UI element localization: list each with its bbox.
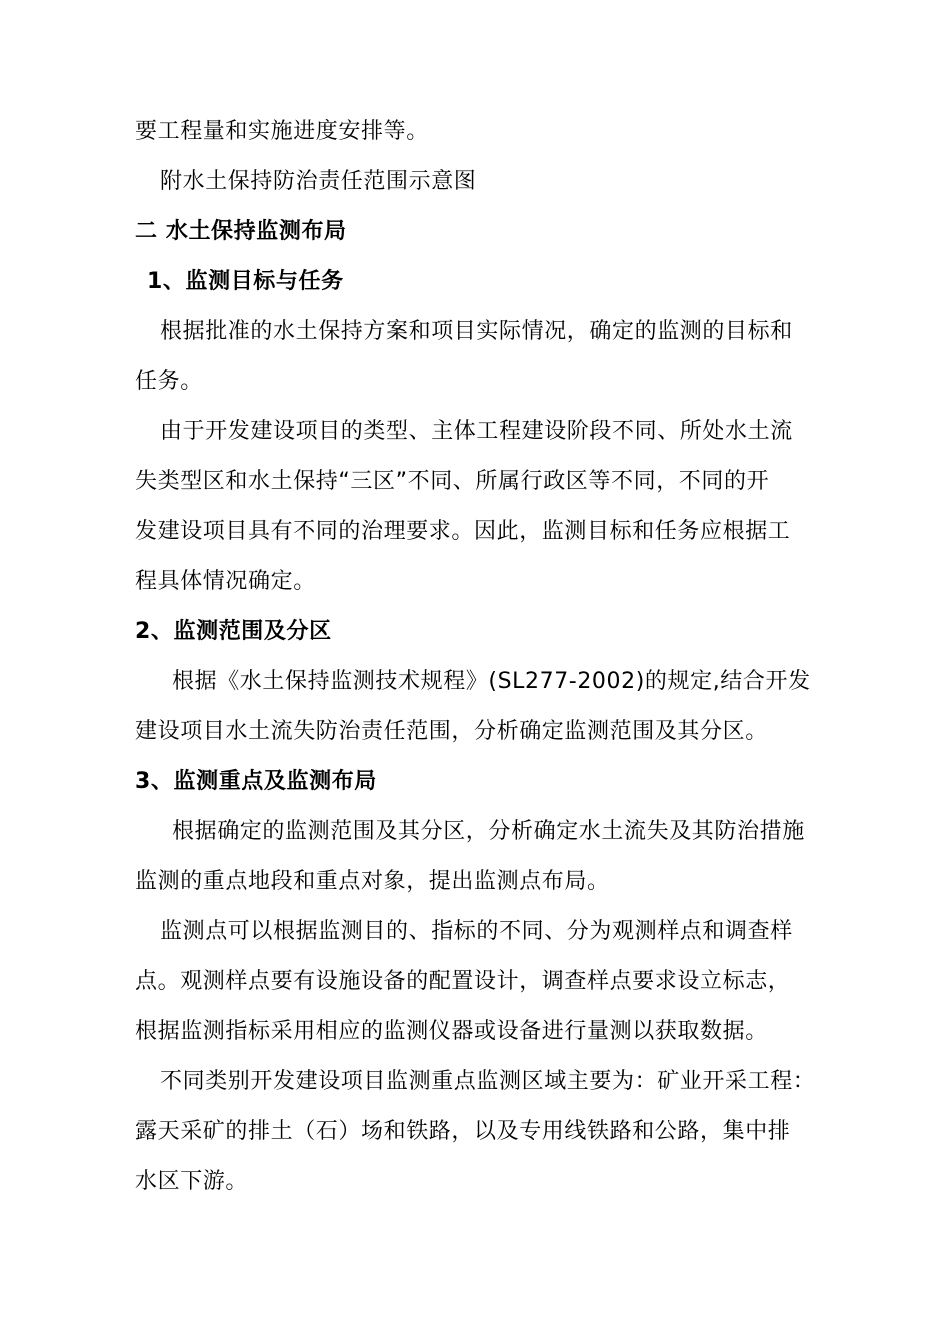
- paragraph-line: 根据监测指标采用相应的监测仪器或设备进行量测以获取数据。: [135, 1019, 768, 1044]
- paragraph-line: 程具体情况确定。: [135, 569, 316, 594]
- subsection-heading: 3、监测重点及监测布局: [135, 769, 377, 794]
- paragraph-line: 根据批准的水土保持方案和项目实际情况，确定的监测的目标和: [160, 319, 793, 344]
- paragraph-line: 任务。: [135, 369, 203, 394]
- subsection-heading: 1、监测目标与任务: [147, 269, 344, 294]
- paragraph-line: 监测的重点地段和重点对象，提出监测点布局。: [135, 869, 610, 894]
- paragraph-line: 露天采矿的排土（石）场和铁路，以及专用线铁路和公路，集中排: [135, 1119, 791, 1144]
- paragraph-line: 根据《水土保持监测技术规程》(SL277-2002)的规定,结合开发: [172, 669, 811, 694]
- paragraph-line: 不同类别开发建设项目监测重点监测区域主要为：矿业开采工程：: [160, 1069, 816, 1094]
- section-heading: 二 水土保持监测布局: [135, 219, 347, 244]
- figure-note: 附水土保持防治责任范围示意图: [160, 169, 477, 194]
- paragraph-line: 发建设项目具有不同的治理要求。因此，监测目标和任务应根据工: [135, 519, 791, 544]
- paragraph-line: 水区下游。: [135, 1169, 249, 1194]
- subsection-heading: 2、监测范围及分区: [135, 619, 332, 644]
- paragraph-line: 由于开发建设项目的类型、主体工程建设阶段不同、所处水土流: [160, 419, 793, 444]
- paragraph-line: 根据确定的监测范围及其分区，分析确定水土流失及其防治措施: [172, 819, 805, 844]
- paragraph-line: 要工程量和实施进度安排等。: [135, 119, 429, 144]
- paragraph-line: 失类型区和水土保持“三区”不同、所属行政区等不同，不同的开: [135, 469, 770, 494]
- paragraph-line: 监测点可以根据监测目的、指标的不同、分为观测样点和调查样: [160, 919, 793, 944]
- paragraph-line: 建设项目水土流失防治责任范围，分析确定监测范围及其分区。: [135, 719, 768, 744]
- paragraph-line: 点。观测样点要有设施设备的配置设计，调查样点要求设立标志，: [135, 969, 791, 994]
